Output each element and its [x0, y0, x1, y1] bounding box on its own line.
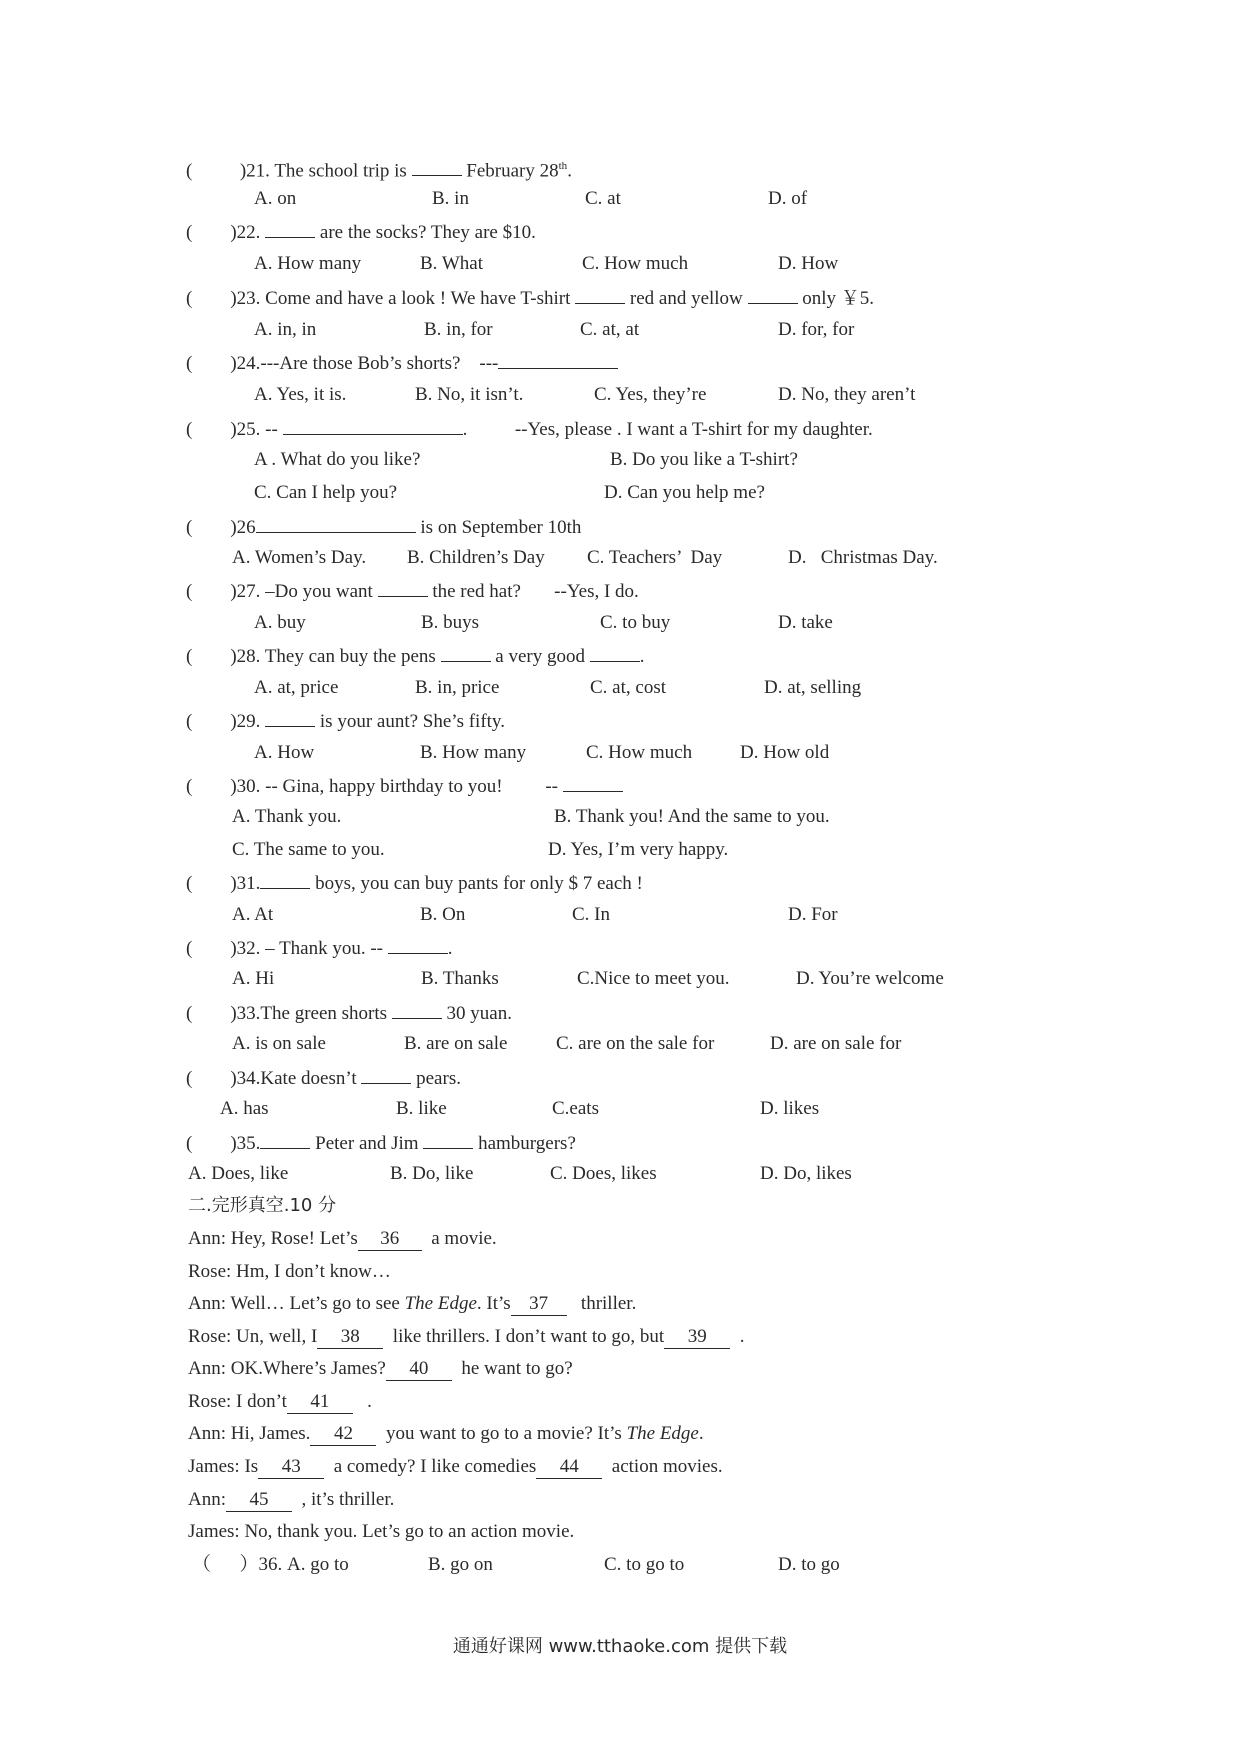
dialogue-line: James: Is 43 a comedy? I like comedies 44 action movies. [188, 1456, 723, 1477]
question-33: ( )33.The green shorts 30 yuan. [186, 1000, 512, 1026]
option-35d: D. Do, likes [760, 1163, 852, 1184]
option-29d: D. How old [740, 742, 830, 763]
question-34: ( )34.Kate doesn’t pears. [186, 1065, 461, 1091]
cloze-number: 43 [258, 1456, 324, 1479]
option-30b: B. Thank you! And the same to you. [554, 806, 830, 827]
answer-blank [563, 773, 623, 792]
cloze-number: 44 [536, 1456, 602, 1479]
option-21d: D. of [768, 188, 808, 209]
cloze-number: 45 [226, 1489, 292, 1512]
cloze-number: 37 [511, 1293, 567, 1316]
option-21c: C. at [585, 188, 621, 209]
question-29: ( )29. is your aunt? She’s fifty. [186, 708, 505, 734]
option-33b: B. are on sale [404, 1033, 508, 1054]
option-24a: A. Yes, it is. [254, 384, 347, 405]
option-22d: D. How [778, 253, 839, 274]
answer-blank [265, 708, 315, 727]
question-21: ( )21. The school trip is February 28th. [186, 154, 572, 183]
footer-credit: 通通好课网 www.tthaoke.com 提供下载 [452, 1636, 788, 1657]
question-31: ( )31. boys, you can buy pants for only $ 7 each ! [186, 870, 643, 896]
option-22c: C. How much [582, 253, 689, 274]
section-title: 二.完形真空.10 分 [188, 1195, 337, 1216]
option-23a: A. in, in [254, 319, 317, 340]
answer-blank [748, 285, 798, 304]
option-22a: A. How many [254, 253, 362, 274]
question-32: ( )32. – Thank you. -- . [186, 935, 453, 961]
option-34d: D. likes [760, 1098, 820, 1119]
dialogue-line: Rose: Un, well, I 38 like thrillers. I don’t want to go, but 39 . [188, 1326, 745, 1347]
option-26a: A. Women’s Day. [232, 547, 367, 568]
answer-blank [361, 1065, 411, 1084]
option-25a: A . What do you like? [254, 449, 421, 470]
option-21b: B. in [432, 188, 469, 209]
question-35: ( )35. Peter and Jim hamburgers? [186, 1130, 576, 1156]
option-26c: C. Teachers’ Day [587, 547, 723, 568]
question-22: ( )22. are the socks? They are $10. [186, 219, 536, 245]
option-32a: A. Hi [232, 968, 275, 989]
dialogue-line: James: No, thank you. Let’s go to an action movie. [188, 1521, 575, 1542]
dialogue-line: Ann: Hi, James. 42 you want to go to a movie? It’s The Edge. [188, 1423, 704, 1444]
option-30d: D. Yes, I’m very happy. [548, 839, 729, 860]
option-28d: D. at, selling [764, 677, 862, 698]
question-23: ( )23. Come and have a look ! We have T-shirt red and yellow only ￥5. [186, 285, 874, 311]
dialogue-line: Rose: Hm, I don’t know… [188, 1261, 391, 1282]
option-31a: A. At [232, 904, 274, 925]
option-28c: C. at, cost [590, 677, 666, 698]
option-28a: A. at, price [254, 677, 339, 698]
option-29b: B. How many [420, 742, 527, 763]
option-24d: D. No, they aren’t [778, 384, 916, 405]
option-30a: A. Thank you. [232, 806, 342, 827]
dialogue-line: Ann: Well… Let’s go to see The Edge. It’s 37 thriller. [188, 1293, 637, 1314]
question-28: ( )28. They can buy the pens a very good . [186, 643, 644, 669]
answer-blank [590, 643, 640, 662]
option-22b: B. What [420, 253, 483, 274]
cloze-number: 41 [287, 1391, 353, 1414]
option-25b: B. Do you like a T-shirt? [610, 449, 798, 470]
answer-blank [256, 514, 416, 533]
question-25: ( )25. -- . --Yes, please . I want a T-shirt for my daughter. [186, 416, 873, 442]
question-36: （ ）36. A. go to [192, 1554, 349, 1575]
option-26d: D. Christmas Day. [788, 547, 938, 568]
option-27b: B. buys [421, 612, 480, 633]
option-34b: B. like [396, 1098, 447, 1119]
option-35c: C. Does, likes [550, 1163, 657, 1184]
option-23d: D. for, for [778, 319, 855, 340]
option-24b: B. No, it isn’t. [415, 384, 524, 405]
option-36c: C. to go to [604, 1554, 685, 1575]
option-33c: C. are on the sale for [556, 1033, 715, 1054]
option-31b: B. On [420, 904, 466, 925]
option-21a: A. on [254, 188, 297, 209]
cloze-number: 40 [386, 1358, 452, 1381]
option-27a: A. buy [254, 612, 306, 633]
option-35a: A. Does, like [188, 1163, 289, 1184]
cloze-number: 38 [317, 1326, 383, 1349]
dialogue-line: Rose: I don’t 41 . [188, 1391, 372, 1412]
dialogue-line: Ann: 45 , it’s thriller. [188, 1489, 395, 1510]
question-30: ( )30. -- Gina, happy birthday to you! -- [186, 773, 623, 799]
option-30c: C. The same to you. [232, 839, 385, 860]
option-25c: C. Can I help you? [254, 482, 398, 503]
option-34c: C.eats [552, 1098, 599, 1119]
answer-blank [260, 870, 310, 889]
option-36d: D. to go [778, 1554, 840, 1575]
answer-blank [575, 285, 625, 304]
option-27c: C. to buy [600, 612, 671, 633]
option-29a: A. How [254, 742, 315, 763]
answer-blank [498, 350, 618, 369]
answer-blank [441, 643, 491, 662]
option-24c: C. Yes, they’re [594, 384, 707, 405]
option-25d: D. Can you help me? [604, 482, 765, 503]
option-32d: D. You’re welcome [796, 968, 944, 989]
answer-blank [412, 157, 462, 176]
question-24: ( )24.---Are those Bob’s shorts? --- [186, 350, 618, 376]
option-35b: B. Do, like [390, 1163, 474, 1184]
answer-blank [260, 1130, 310, 1149]
option-33a: A. is on sale [232, 1033, 326, 1054]
answer-blank [283, 416, 463, 435]
answer-blank [392, 1000, 442, 1019]
option-31c: C. In [572, 904, 610, 925]
option-23b: B. in, for [424, 319, 493, 340]
cloze-number: 42 [310, 1423, 376, 1446]
option-26b: B. Children’s Day [407, 547, 545, 568]
dialogue-line: Ann: Hey, Rose! Let’s 36 a movie. [188, 1228, 497, 1249]
option-32c: C.Nice to meet you. [577, 968, 730, 989]
option-34a: A. has [220, 1098, 269, 1119]
question-26: ( )26 is on September 10th [186, 514, 581, 540]
answer-blank [378, 578, 428, 597]
option-36b: B. go on [428, 1554, 493, 1575]
option-29c: C. How much [586, 742, 693, 763]
dialogue-line: Ann: OK.Where’s James? 40 he want to go? [188, 1358, 573, 1379]
cloze-number: 36 [358, 1228, 422, 1251]
option-31d: D. For [788, 904, 838, 925]
option-33d: D. are on sale for [770, 1033, 902, 1054]
answer-blank [423, 1130, 473, 1149]
cloze-number: 39 [664, 1326, 730, 1349]
option-27d: D. take [778, 612, 833, 633]
question-27: ( )27. –Do you want the red hat? --Yes, I do. [186, 578, 639, 604]
option-32b: B. Thanks [421, 968, 499, 989]
answer-blank [388, 935, 448, 954]
option-28b: B. in, price [415, 677, 500, 698]
answer-blank [265, 219, 315, 238]
option-23c: C. at, at [580, 319, 640, 340]
